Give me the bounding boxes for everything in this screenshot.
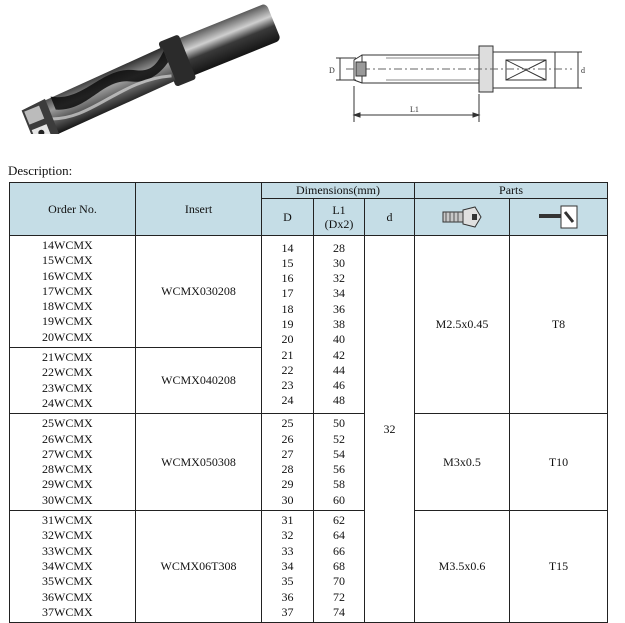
insert-group-2: WCMX040208 <box>136 348 262 414</box>
order-no-group-3: 25WCMX 26WCMX 27WCMX 28WCMX 29WCMX 30WCMX <box>10 414 136 511</box>
header-D: D <box>262 199 314 236</box>
drawing-label-D: D <box>329 66 335 75</box>
insert-group-4: WCMX06T308 <box>136 511 262 623</box>
spec-table <box>9 182 608 623</box>
L1-group-4: 62 64 66 68 70 72 74 <box>314 511 365 623</box>
header-L1-sub: (Dx2) <box>324 217 354 231</box>
header-key <box>510 199 608 236</box>
header-screw <box>415 199 510 236</box>
D-group-3: 25 26 27 28 29 30 <box>262 414 314 511</box>
insert-group-1: WCMX030208 <box>136 236 262 348</box>
key-size-2: T10 <box>510 414 608 511</box>
header-order-no: Order No. <box>10 183 136 236</box>
description-label: Description: <box>8 163 73 178</box>
header-dimensions: Dimensions(mm) <box>262 183 415 199</box>
shank-d-value: 32 <box>365 236 415 623</box>
key-size-1: T8 <box>510 236 608 414</box>
order-no-group-2: 21WCMX 22WCMX 23WCMX 24WCMX <box>10 348 136 414</box>
D-group-4: 31 32 33 34 35 36 37 <box>262 511 314 623</box>
header-insert: Insert <box>136 183 262 236</box>
header-L1 <box>314 199 365 236</box>
header-L1-label: L1 <box>332 203 346 217</box>
order-no-group-1: 14WCMX 15WCMX 16WCMX 17WCMX 18WCMX 19WCMX 20WCMX <box>10 236 136 348</box>
L1-group-1: 28 30 32 34 36 38 40 42 44 46 48 <box>314 236 365 414</box>
screw-size-1: M2.5x0.45 <box>415 236 510 414</box>
D-group-1: 14 15 16 17 18 19 20 21 22 23 24 <box>262 236 314 414</box>
insert-group-3: WCMX050308 <box>136 414 262 511</box>
torx-key-icon <box>537 204 581 230</box>
screw-size-2: M3x0.5 <box>415 414 510 511</box>
drill-photo <box>10 4 300 134</box>
drawing-label-L1: L1 <box>410 105 419 114</box>
drawing-label-d: d <box>581 66 585 75</box>
L1-group-3: 50 52 54 56 58 60 <box>314 414 365 511</box>
key-size-3: T15 <box>510 511 608 623</box>
screw-size-3: M3.5x0.6 <box>415 511 510 623</box>
header-parts: Parts <box>415 183 608 199</box>
insert-screw-icon <box>441 206 483 228</box>
header-d: d <box>365 199 415 236</box>
technical-drawing <box>326 36 596 132</box>
order-no-group-4: 31WCMX 32WCMX 33WCMX 34WCMX 35WCMX 36WCMX 37WCMX <box>10 511 136 623</box>
